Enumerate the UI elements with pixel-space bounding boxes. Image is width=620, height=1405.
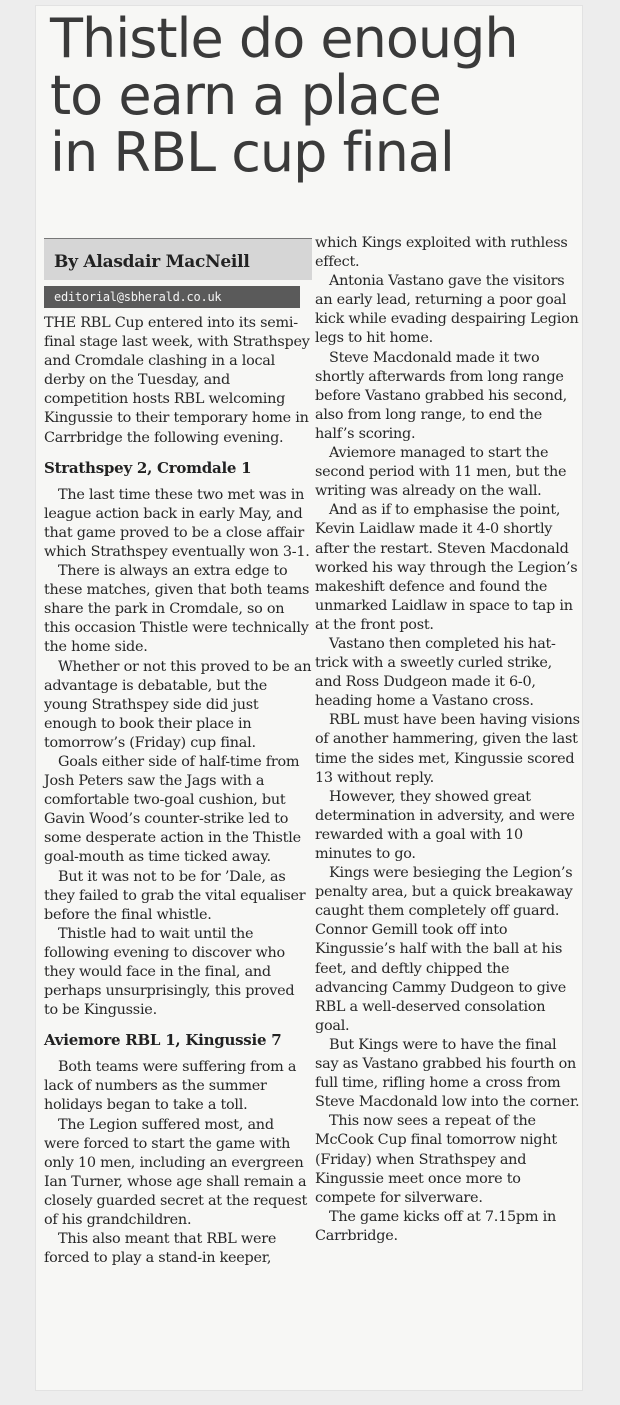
right-column bbox=[315, 234, 580, 1246]
paragraph: But Kings were to have the final say as Vastano grabbed his fourth on full time, rifling home a cross from Steve Macdonald low into the corner. bbox=[315, 1036, 580, 1111]
paragraph: RBL must have been having visions of another hammering, given the last time the sides met, Kingussie scored 13 without reply. bbox=[315, 712, 580, 786]
paragraph: Both teams were suffering from a lack of numbers as the summer holidays began to take a toll. bbox=[44, 1059, 297, 1114]
paragraph: This now sees a repeat of the McCook Cup final tomorrow night (Friday) when Strathspey and Kingussie meet once more to compete for silverware. bbox=[315, 1113, 557, 1206]
paragraph: Goals either side of half-time from Josh Peters saw the Jags with a comfortable two-goal cushion, but Gavin Wood’s counter-strike led to some desperate action in the Thistle goal-mouth as time ticked away. bbox=[44, 753, 301, 866]
paragraph: Thistle had to wait until the following evening to discover who they would face in the final, and perhaps unsurprisingly, this proved to be Kingussie. bbox=[44, 925, 295, 1019]
headline bbox=[50, 7, 580, 184]
paragraph: However, they showed great determination in adversity, and were rewarded with a goal with 10 minutes to go. bbox=[315, 788, 575, 862]
author-email: editorial@sbherald.co.uk bbox=[44, 286, 300, 308]
intro-paragraph: THE RBL Cup entered into its semi-final stage last week, with Strathspey and Cromdale clashing in a local derby on the Tuesday, and competition hosts RBL welcoming Kingussie to their temporary home in Carrbridge the following evening. bbox=[44, 315, 310, 446]
left-column bbox=[44, 238, 312, 1268]
byline: By Alasdair MacNeill bbox=[44, 238, 312, 280]
section-heading-aviemore-kingussie: Aviemore RBL 1, Kingussie 7 bbox=[44, 1031, 282, 1050]
paragraph: Kings were besieging the Legion’s penalty area, but a quick breakaway caught them completely off guard. Connor Gemill took off into Kingussie’s half with the ball at his feet, and deftly chipped the advancing Cammy Dudgeon to give RBL a well-deserved consolation goal. bbox=[315, 865, 573, 1034]
continuation-paragraph: which Kings exploited with ruthless effect. bbox=[315, 235, 568, 271]
section-heading-strathspey-cromdale: Strathspey 2, Cromdale 1 bbox=[44, 458, 252, 477]
headline-line-2: to earn a place bbox=[50, 64, 441, 127]
paragraph: Antonia Vastano gave the visitors an early lead, returning a poor goal kick while evading despairing Legion legs to hit home. bbox=[315, 273, 579, 347]
paragraph: The last time these two met was in league action back in early May, and that game proved to be a close affair which Strathspey eventually won 3-1. bbox=[44, 486, 310, 560]
headline-line-1: Thistle do enough bbox=[50, 7, 518, 70]
paragraph: This also meant that RBL were forced to play a stand-in keeper, bbox=[44, 1231, 277, 1267]
paragraph: Steve Macdonald made it two shortly afterwards from long range before Vastano grabbed his second, also from long range, to end the half’s scoring. bbox=[315, 349, 567, 442]
headline-line-3: in RBL cup final bbox=[50, 121, 454, 184]
paragraph: Aviemore managed to start the second period with 11 men, but the writing was already on the wall. bbox=[315, 445, 567, 500]
paragraph: The Legion suffered most, and were forced to start the game with only 10 men, including an evergreen Ian Turner, whose age shall remain a closely guarded secret at the request of his grandchildren. bbox=[44, 1116, 308, 1229]
paragraph: Whether or not this proved to be an advantage is debatable, but the young Strathspey side did just enough to book their place in tomorrow’s (Friday) cup final. bbox=[44, 658, 312, 751]
paragraph: But it was not to be for ’Dale, as they failed to grab the vital equaliser before the final whistle. bbox=[44, 868, 306, 923]
newspaper-clipping bbox=[36, 6, 582, 1390]
paragraph: And as if to emphasise the point, Kevin Laidlaw made it 4-0 shortly after the restart. Steven Macdonald worked his way through the Legion’s makeshift defence and found the unmarked Laidlaw in space to tap in at the front post. bbox=[315, 502, 578, 633]
paragraph: There is always an extra edge to these matches, given that both teams share the park in Cromdale, so on this occasion Thistle were technically the home side. bbox=[44, 563, 310, 656]
paragraph: Vastano then completed his hat-trick with a sweetly curled strike, and Ross Dudgeon made it 6-0, heading home a Vastano cross. bbox=[315, 635, 556, 710]
paragraph: The game kicks off at 7.15pm in Carrbridge. bbox=[315, 1208, 556, 1244]
